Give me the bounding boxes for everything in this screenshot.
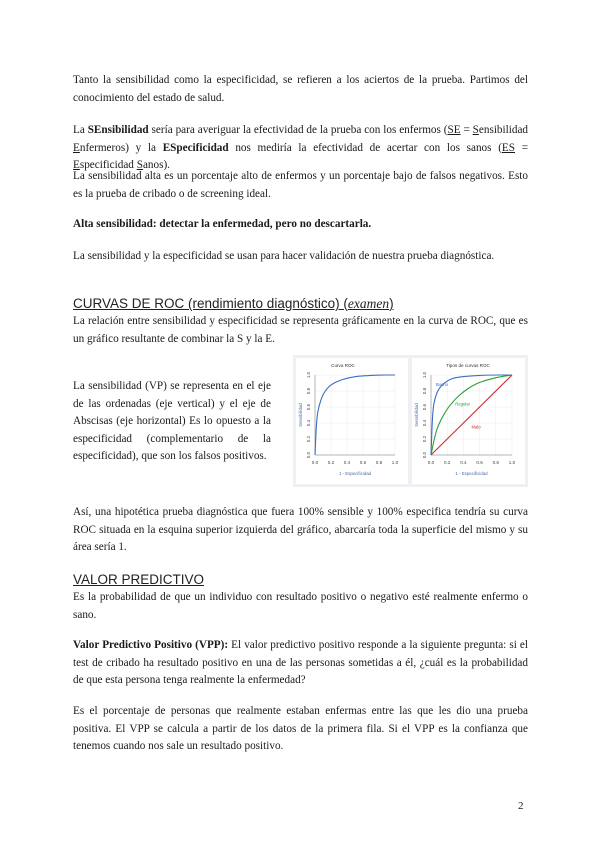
paragraph-vpp-detail: Es el porcentaje de personas que realmente estaban enfermas entre las que les dio una prueba positiva. El VPP se calcula a partir de los datos de la primera fila. Si el VPP es la confianza que tenemos cuando nos sale un resultado positivo. bbox=[73, 705, 528, 752]
x-tick-label: 0.0 bbox=[427, 460, 435, 465]
x-tick-label: 0.8 bbox=[375, 460, 383, 465]
paragraph-predictive-definition: Es la probabilidad de que un individuo con resultado positivo o negativo esté realmente enfermo o sano. bbox=[73, 591, 528, 621]
series-label: Malo bbox=[471, 424, 481, 430]
paragraph-emphasis: Alta sensibilidad: detectar la enfermedad, pero no descartarla. bbox=[73, 218, 372, 230]
y-tick-label: 0.8 bbox=[306, 387, 311, 395]
x-tick-label: 0.6 bbox=[359, 460, 367, 465]
paragraph-definitions: La SEnsibilidad sería para averiguar la efectividad de la prueba con los enfermos (SE = Sensibilidad Enfermeros) y la ESpecificidad nos mediría la efectividad de acertar con los sanos (ES = Especificidad Sanos). bbox=[73, 124, 528, 171]
y-tick-label: 0.0 bbox=[422, 451, 427, 459]
y-tick-label: 0.0 bbox=[306, 451, 311, 459]
x-tick-label: 0.2 bbox=[444, 460, 451, 465]
y-axis-label: Sensibilidad bbox=[298, 403, 303, 427]
heading-roc-curves: CURVAS DE ROC (rendimiento diagnóstico) (examen) bbox=[73, 296, 394, 311]
x-tick-label: 1.0 bbox=[508, 460, 516, 465]
y-tick-label: 1.0 bbox=[422, 371, 427, 379]
y-tick-label: 0.4 bbox=[306, 419, 311, 427]
paragraph-high-sensitivity: La sensibilidad alta es un porcentaje alto de enfermos y un porcentaje bajo de falsos negativos. Esto es la prueba de cribado o de screening ideal. bbox=[73, 170, 528, 200]
x-tick-label: 0.8 bbox=[492, 460, 499, 465]
term-sensibilidad: SEnsibilidad bbox=[87, 124, 149, 136]
chart-title: Tipos de curvas ROC bbox=[446, 363, 490, 368]
paragraph-axes-explanation: La sensibilidad (VP) se representa en el eje de las ordenadas (eje vertical) y el eje de Abscisas (eje horizontal) Es lo opuesto a la especificidad (complementario de la especificidad), que son los falsos positivos. bbox=[73, 380, 271, 462]
series-label: Regular bbox=[455, 401, 470, 407]
paragraph-validation: La sensibilidad y la especificidad se usan para hacer validación de nuestra prueba diagnóstica. bbox=[73, 250, 495, 262]
x-tick-label: 0.2 bbox=[327, 460, 335, 465]
x-tick-label: 0.6 bbox=[476, 460, 483, 465]
term-vpp: Valor Predictivo Positivo (VPP): bbox=[73, 639, 229, 651]
y-tick-label: 1.0 bbox=[306, 371, 311, 379]
series-label: Bueno bbox=[435, 382, 448, 388]
x-axis-label: 1 - Especificidad bbox=[338, 471, 372, 476]
paragraph-ideal-test: Así, una hipotética prueba diagnóstica que fuera 100% sensible y 100% especifica tendría su curva ROC situada en la esquina superior izquierda del gráfico, abarcaría toda la superficie del mismo y su área sería 1. bbox=[73, 506, 528, 553]
paragraph-vpp: Valor Predictivo Positivo (VPP): El valor predictivo positivo responde a la siguiente pregunta: si el test de cribado ha resultado positivo en una de las personas sometidas a él, ¿cuál es la probabilidad de que esta persona tenga realmente la enfermedad? bbox=[73, 639, 528, 686]
y-tick-label: 0.2 bbox=[422, 435, 427, 443]
y-tick-label: 0.4 bbox=[422, 419, 427, 427]
term-especificidad: ESpecificidad bbox=[162, 141, 229, 154]
x-tick-label: 0.4 bbox=[460, 460, 467, 465]
x-tick-label: 1.0 bbox=[391, 460, 399, 465]
paragraph-roc-relation: La relación entre sensibilidad y especificidad se representa gráficamente en la curva de ROC, que es un gráfico resultante de combinar la S y la E. bbox=[73, 315, 528, 345]
x-tick-label: 0.0 bbox=[311, 460, 319, 465]
heading-predictive-value: VALOR PREDICTIVO bbox=[73, 572, 205, 587]
x-tick-label: 0.4 bbox=[343, 460, 351, 465]
paragraph-intro: Tanto la sensibilidad como la especificidad, se refieren a los aciertos de la prueba. Partimos del conocimiento del estado de salud. bbox=[73, 74, 528, 104]
y-tick-label: 0.8 bbox=[422, 387, 427, 395]
y-tick-label: 0.6 bbox=[306, 403, 311, 411]
page-number: 2 bbox=[518, 800, 524, 812]
x-axis-label: 1 - Especificidad bbox=[455, 471, 488, 476]
chart-title: Curva ROC bbox=[331, 363, 355, 368]
y-tick-label: 0.6 bbox=[422, 403, 427, 411]
roc-figure bbox=[293, 355, 528, 487]
y-axis-label: Sensibilidad bbox=[414, 403, 419, 427]
y-tick-label: 0.2 bbox=[306, 435, 311, 443]
